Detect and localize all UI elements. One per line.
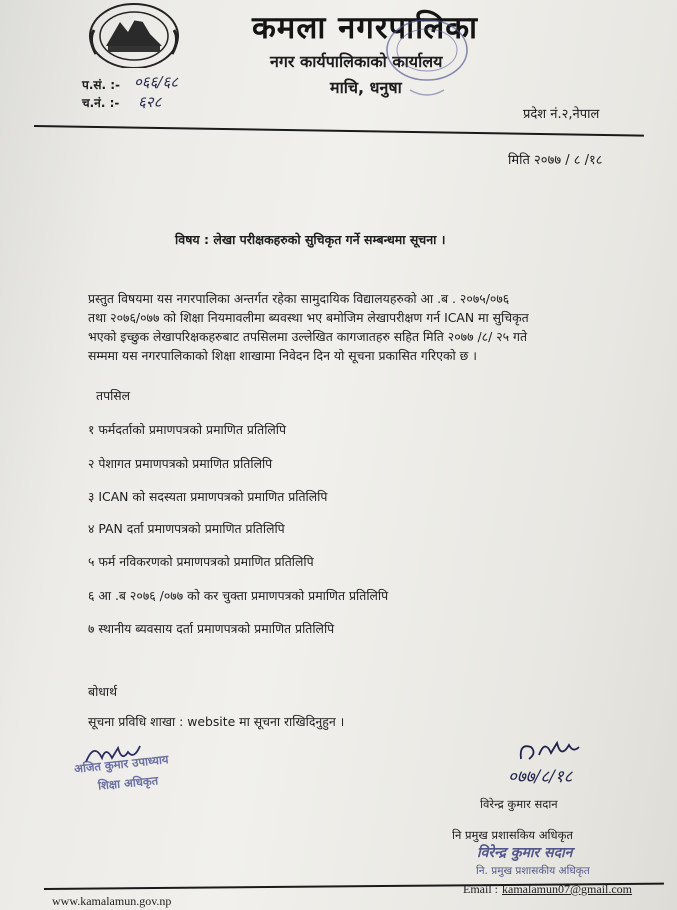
cn-label: च.नं. :- xyxy=(82,96,120,110)
right-handwritten-signature xyxy=(515,735,585,767)
ps-label: प.सं. :- xyxy=(82,78,121,92)
left-stamp-title: शिक्षा अधिकृत xyxy=(97,773,159,793)
footer-email-label: Email : xyxy=(463,882,498,896)
bodharth-heading: बोधार्थ xyxy=(88,684,118,699)
letterhead-place: माचि, धनुषा xyxy=(330,78,402,97)
header-divider xyxy=(34,125,644,137)
handwritten-sign-date: ०७७/८/१८ xyxy=(508,767,573,787)
body-line: भएको इच्छुक लेखापरिक्षकहरुबाट तपसिलमा उल्लेखित कागजातहरु सहित मिति २०७७ /८/ २५ गते xyxy=(88,329,528,344)
letter-date: मिति २०७७ / ८ /१८ xyxy=(508,153,603,168)
list-item: २ पेशागत प्रमाणपत्रको प्रमाणित प्रतिलिपि xyxy=(88,456,273,471)
right-stamp-title: नि. प्रमुख प्रशासकीय अधिकृत xyxy=(476,865,590,877)
municipality-emblem-logo xyxy=(86,0,182,68)
footer-email: kamalamun07@gmail.com xyxy=(502,882,633,896)
subject-line: विषय : लेखा परीक्षकहरुको सुचिकृत गर्ने सम्बन्धमा सूचना । xyxy=(175,232,446,247)
letterhead-title: कमला नगरपालिका xyxy=(252,10,479,46)
list-item: ६ आ .ब २०७६ /०७७ को कर चुक्ता प्रमाणपत्रको प्रमाणित प्रतिलिपि xyxy=(88,588,389,603)
body-line: तथा २०७६/०७७ को शिक्षा नियमावलीमा ब्यवस्था भए बमोजिम लेखापरीक्षण गर्न ICAN मा सुचिकृत xyxy=(88,310,529,325)
signatory-name: विरेन्द्र कुमार सदान xyxy=(480,797,558,811)
list-item: ४ PAN दर्ता प्रमाणपत्रको प्रमाणित प्रतिलिपि xyxy=(88,521,285,536)
it-branch-note: सूचना प्रविधि शाखा : website मा सूचना राखिदिनुहुन । xyxy=(88,714,345,729)
list-item: १ फर्मदर्ताको प्रमाणपत्रको प्रमाणित प्रतिलिपि xyxy=(88,422,287,437)
right-stamp-name: विरेन्द्र कुमार सदान xyxy=(477,845,573,861)
ps-value-handwritten: ०६६/६८ xyxy=(134,73,179,91)
office-seal-stamp xyxy=(372,10,482,100)
list-item: ७ स्थानीय ब्यवसाय दर्ता प्रमाणपत्रको प्रमाणित प्रतिलिपि xyxy=(88,621,335,636)
notice-body xyxy=(88,289,644,365)
left-stamp-name: अजित कुमार उपाध्याय xyxy=(73,752,170,776)
footer-website: www.kamalamun.gov.np xyxy=(52,894,172,908)
body-line: सम्ममा यस नगरपालिकाको शिक्षा शाखामा निवेदन दिन यो सूचना प्रकासित गरिएको छ । xyxy=(88,348,477,363)
list-item: ५ फर्म नविकरणको प्रमाणपत्रको प्रमाणित प्रतिलिपि xyxy=(88,554,314,569)
tapsil-heading: तपसिल xyxy=(96,388,131,403)
cn-value-handwritten: ६२८ xyxy=(138,93,162,111)
list-item: ३ ICAN को सदस्यता प्रमाणपत्रको प्रमाणित प्रतिलिपि xyxy=(88,489,328,504)
province-label: प्रदेश नं.२,नेपाल xyxy=(523,107,600,122)
body-line: प्रस्तुत विषयमा यस नगरपालिका अन्तर्गत रहेका सामुदायिक विद्यालयहरुको आ .ब . २०७५/०७६ xyxy=(88,291,510,306)
signatory-title: नि प्रमुख प्रशासकिय अधिकृत xyxy=(452,828,573,842)
letterhead-subtitle: नगर कार्यपालिकाको कार्यालय xyxy=(270,52,443,71)
